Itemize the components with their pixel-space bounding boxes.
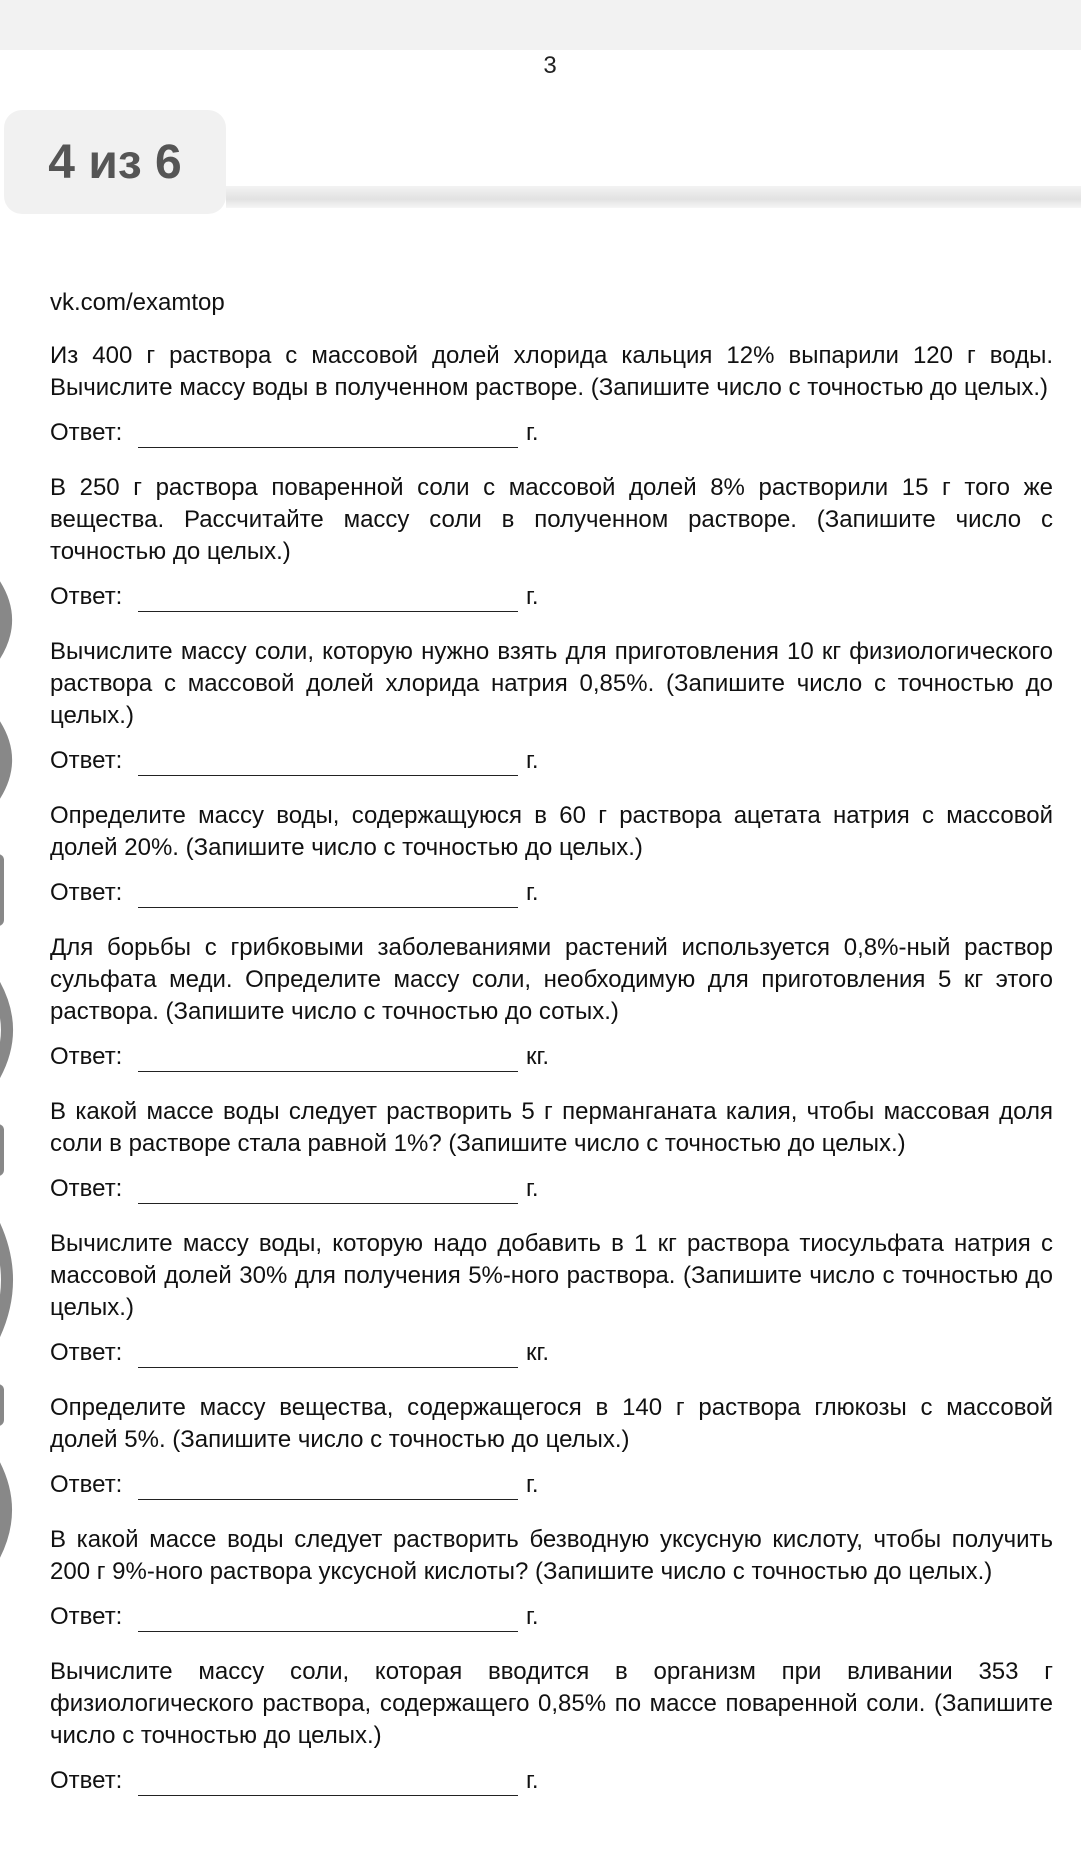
answer-label: Ответ:: [50, 1175, 123, 1202]
answer-row: [50, 582, 1053, 612]
task-question: Вычислите массу соли, которую нужно взять для приготовления 10 кг физиологического раствора с массовой долей хлорида натрия 0,85%. (Запишите число с точностью до целых.): [50, 638, 1053, 729]
answer-field[interactable]: [138, 881, 518, 908]
page-number: 3: [543, 52, 557, 79]
answer-row: [50, 1602, 1053, 1632]
task-question: В 250 г раствора поваренной соли с массовой долей 8% растворили 15 г того же вещества. Рассчитайте массу соли в полученном растворе. (Запишите число с точностью до целых.): [50, 474, 1053, 565]
task-8: [50, 1392, 1053, 1500]
task-3: [50, 636, 1053, 776]
task-6: [50, 1096, 1053, 1204]
answer-row: [50, 1174, 1053, 1204]
answer-row: [50, 878, 1053, 908]
source-link: vk.com/examtop: [50, 289, 225, 316]
answer-label: Ответ:: [50, 419, 123, 446]
answer-unit: г.: [526, 747, 539, 774]
top-bar: [0, 0, 1081, 50]
answer-unit: кг.: [526, 1339, 549, 1366]
answer-field[interactable]: [138, 1341, 518, 1368]
task-1: [50, 340, 1053, 448]
answer-row: [50, 1338, 1053, 1368]
answer-unit: г.: [526, 583, 539, 610]
answer-unit: г.: [526, 879, 539, 906]
answer-unit: г.: [526, 1471, 539, 1498]
answer-unit: кг.: [526, 1043, 549, 1070]
answer-field[interactable]: [138, 1473, 518, 1500]
task-5: [50, 932, 1053, 1072]
answer-label: Ответ:: [50, 1603, 123, 1630]
answer-unit: г.: [526, 1767, 539, 1794]
page-indicator: 4 из 6: [4, 110, 226, 214]
answer-label: Ответ:: [50, 1043, 123, 1070]
answer-label: Ответ:: [50, 1471, 123, 1498]
answer-row: [50, 1042, 1053, 1072]
answer-field[interactable]: [138, 421, 518, 448]
task-question: Вычислите массу воды, которую надо добавить в 1 кг раствора тиосульфата натрия с массовой долей 30% для получения 5%-ного раствора. (Запишите число с точностью до целых.): [50, 1230, 1053, 1321]
answer-field[interactable]: [138, 749, 518, 776]
answer-label: Ответ:: [50, 879, 123, 906]
task-question: Вычислите массу соли, которая вводится в организм при вливании 353 г физиологического раствора, содержащего 0,85% по массе поваренной соли. (Запишите число с точностью до целых.): [50, 1658, 1053, 1749]
answer-field[interactable]: [138, 585, 518, 612]
answer-field[interactable]: [138, 1769, 518, 1796]
task-7: [50, 1228, 1053, 1368]
worksheet: [50, 288, 1053, 1820]
answer-label: Ответ:: [50, 583, 123, 610]
answer-row: [50, 1766, 1053, 1796]
answer-row: [50, 418, 1053, 448]
watermark: [0, 560, 24, 1660]
task-question: Для борьбы с грибковыми заболеваниями растений используется 0,8%-ный раствор сульфата меди. Определите массу соли, необходимую для приготовления 5 кг этого раствора. (Запишите число с точностью до сотых.): [50, 934, 1053, 1025]
answer-label: Ответ:: [50, 747, 123, 774]
page-divider: [226, 186, 1081, 208]
task-question: Из 400 г раствора с массовой долей хлорида кальция 12% выпарили 120 г воды. Вычислите массу воды в полученном растворе. (Запишите число с точностью до целых.): [50, 342, 1053, 401]
answer-row: [50, 746, 1053, 776]
answer-row: [50, 1470, 1053, 1500]
task-question: Определите массу воды, содержащуюся в 60 г раствора ацетата натрия с массовой долей 20%. (Запишите число с точностью до целых.): [50, 802, 1053, 861]
task-question: В какой массе воды следует растворить 5 г перманганата калия, чтобы массовая доля соли в растворе стала равной 1%? (Запишите число с точностью до целых.): [50, 1098, 1053, 1157]
task-question: Определите массу вещества, содержащегося в 140 г раствора глюкозы с массовой долей 5%. (Запишите число с точностью до целых.): [50, 1394, 1053, 1453]
task-9: [50, 1524, 1053, 1632]
task-question: В какой массе воды следует растворить безводную уксусную кислоту, чтобы получить 200 г 9%-ного раствора уксусной кислоты? (Запишите число с точностью до целых.): [50, 1526, 1053, 1585]
answer-unit: г.: [526, 1603, 539, 1630]
answer-field[interactable]: [138, 1177, 518, 1204]
answer-label: Ответ:: [50, 1339, 123, 1366]
task-4: [50, 800, 1053, 908]
answer-unit: г.: [526, 1175, 539, 1202]
task-2: [50, 472, 1053, 612]
answer-field[interactable]: [138, 1605, 518, 1632]
answer-field[interactable]: [138, 1045, 518, 1072]
answer-label: Ответ:: [50, 1767, 123, 1794]
task-10: [50, 1656, 1053, 1796]
answer-unit: г.: [526, 419, 539, 446]
